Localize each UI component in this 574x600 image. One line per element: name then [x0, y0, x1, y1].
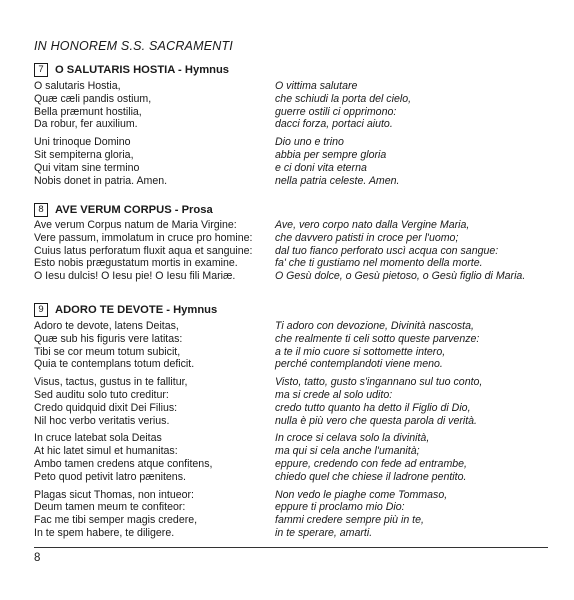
verse-line: Visto, tatto, gusto s'ingannano sul tuo conto,	[275, 376, 483, 389]
stanza	[34, 219, 252, 283]
verse-line: Fac me tibi semper magis credere,	[34, 514, 198, 527]
verse-line: Adoro te devote, latens Deitas,	[34, 320, 179, 332]
stanza	[34, 432, 212, 483]
verse-line: O salutaris Hostia,	[34, 80, 121, 92]
verse-line: fammi credere sempre più in te,	[275, 514, 424, 527]
verse-line: Plagas sicut Thomas, non intueor:	[34, 488, 194, 501]
page-header: IN HONOREM S.S. SACRAMENTI	[34, 39, 233, 53]
verse-line: Bella præmunt hostilia,	[34, 105, 142, 118]
verse-line: ma qui si cela anche l'umanità;	[275, 445, 420, 458]
verse-line: dacci forza, portaci aiuto.	[275, 118, 393, 131]
stanza	[34, 376, 212, 427]
stanza	[34, 80, 167, 131]
verse-line: nella patria celeste. Amen.	[275, 174, 400, 187]
stanza	[275, 80, 411, 131]
stanza	[275, 320, 482, 371]
verse-line: eppure ti proclamo mio Dio:	[275, 501, 405, 514]
verse-line: perché contemplandoti viene meno.	[275, 358, 443, 371]
verse-line: Peto quod petivit latro pænitens.	[34, 470, 186, 483]
verse-line: Nobis donet in patria. Amen.	[34, 174, 168, 187]
verse-line: Credo quidquid dixit Dei Filius:	[34, 401, 178, 414]
section-number-box: 8	[34, 203, 48, 217]
verse-line: In croce si celava solo la divinità,	[275, 432, 430, 445]
section-number-box: 9	[34, 303, 48, 317]
verse-line: Tibi se cor meum totum subicit,	[34, 345, 181, 358]
verse-line: Cuius latus perforatum fluxit aqua et sanguine:	[34, 244, 253, 257]
verse-line: Ambo tamen credens atque confitens,	[34, 457, 213, 470]
verse-line: Quia te contemplans totum deficit.	[34, 358, 195, 371]
verse-line: In cruce latebat sola Deitas	[34, 432, 162, 445]
verse-line: Ti adoro con devozione, Divinità nascosta,	[275, 320, 474, 332]
stanza	[275, 432, 482, 483]
stanza	[34, 136, 167, 187]
latin-text-ave-verum	[34, 219, 252, 283]
verse-line: Deum tamen meum te confiteor:	[34, 501, 186, 514]
verse-line: Sit sempiterna gloria,	[34, 148, 134, 161]
verse-line: guerre ostili ci opprimono:	[275, 105, 397, 118]
verse-line: Non vedo le piaghe come Tommaso,	[275, 488, 448, 501]
section-title-ave-verum	[34, 203, 213, 217]
stanza	[275, 136, 411, 187]
verse-line: Visus, tactus, gustus in te fallitur,	[34, 376, 188, 389]
verse-line: Vere passum, immolatum in cruce pro homine:	[34, 231, 253, 244]
section-title-text: ADORO TE DEVOTE - Hymnus	[55, 304, 218, 316]
stanza	[275, 376, 482, 427]
verse-line: nulla è più vero che questa parola di verità.	[275, 414, 477, 427]
section-title-text: O SALUTARIS HOSTIA - Hymnus	[55, 64, 230, 76]
verse-line: che realmente ti celi sotto queste parvenze:	[275, 332, 480, 345]
section-title-adoro-te	[34, 303, 217, 317]
verse-line: O vittima salutare	[275, 80, 358, 92]
verse-line: e ci doni vita eterna	[275, 161, 367, 174]
section-number-box: 7	[34, 63, 48, 77]
footer-rule	[34, 547, 548, 548]
verse-line: O Gesù dolce, o Gesù pietoso, o Gesù figlio di Maria.	[275, 270, 526, 283]
italian-text-adoro-te	[275, 320, 482, 540]
italian-text-o-salutaris	[275, 80, 411, 187]
verse-line: Quæ sub his figuris vere latitas:	[34, 332, 183, 345]
verse-line: Sed auditu solo tuto creditur:	[34, 388, 169, 401]
verse-line: Ave verum Corpus natum de Maria Virgine:	[34, 219, 237, 231]
verse-line: Uni trinoque Domino	[34, 136, 131, 149]
verse-line: ma si crede al solo udito:	[275, 388, 393, 401]
page-number: 8	[34, 552, 41, 564]
verse-line: Ave, vero corpo nato dalla Vergine Maria,	[275, 219, 470, 231]
section-title-text: AVE VERUM CORPUS - Prosa	[55, 204, 213, 216]
verse-line: Da robur, fer auxilium.	[34, 118, 138, 131]
verse-line: O Iesu dulcis! O Iesu pie! O Iesu fili Mariæ.	[34, 270, 236, 283]
verse-line: In te spem habere, te diligere.	[34, 526, 175, 539]
section-title-o-salutaris	[34, 63, 229, 77]
verse-line: eppure, credendo con fede ad entrambe,	[275, 457, 468, 470]
verse-line: in te sperare, amarti.	[275, 526, 373, 539]
verse-line: Nil hoc verbo veritatis verius.	[34, 414, 170, 427]
stanza	[275, 219, 525, 283]
verse-line: credo tutto quanto ha detto il Figlio di Dio,	[275, 401, 471, 414]
stanza	[275, 489, 482, 540]
verse-line: che davvero patisti in croce per l'uomo;	[275, 231, 459, 244]
verse-line: fa' che ti gustiamo nel momento della morte.	[275, 257, 483, 270]
verse-line: chiedo quel che chiese il ladrone pentito.	[275, 470, 467, 483]
verse-line: Dio uno e trino	[275, 136, 344, 149]
stanza	[34, 320, 212, 371]
latin-text-o-salutaris	[34, 80, 167, 187]
latin-text-adoro-te	[34, 320, 212, 540]
verse-line: Qui vitam sine termino	[34, 161, 140, 174]
verse-line: Quæ cæli pandis ostium,	[34, 92, 152, 105]
verse-line: dal tuo fianco perforato uscì acqua con sangue:	[275, 244, 499, 257]
verse-line: abbia per sempre gloria	[275, 148, 387, 161]
verse-line: che schiudi la porta del cielo,	[275, 92, 412, 105]
verse-line: a te il mio cuore si sottomette intero,	[275, 345, 446, 358]
italian-text-ave-verum	[275, 219, 525, 283]
verse-line: At hic latet simul et humanitas:	[34, 445, 178, 458]
verse-line: Esto nobis prægustatum mortis in examine.	[34, 257, 238, 270]
stanza	[34, 489, 212, 540]
